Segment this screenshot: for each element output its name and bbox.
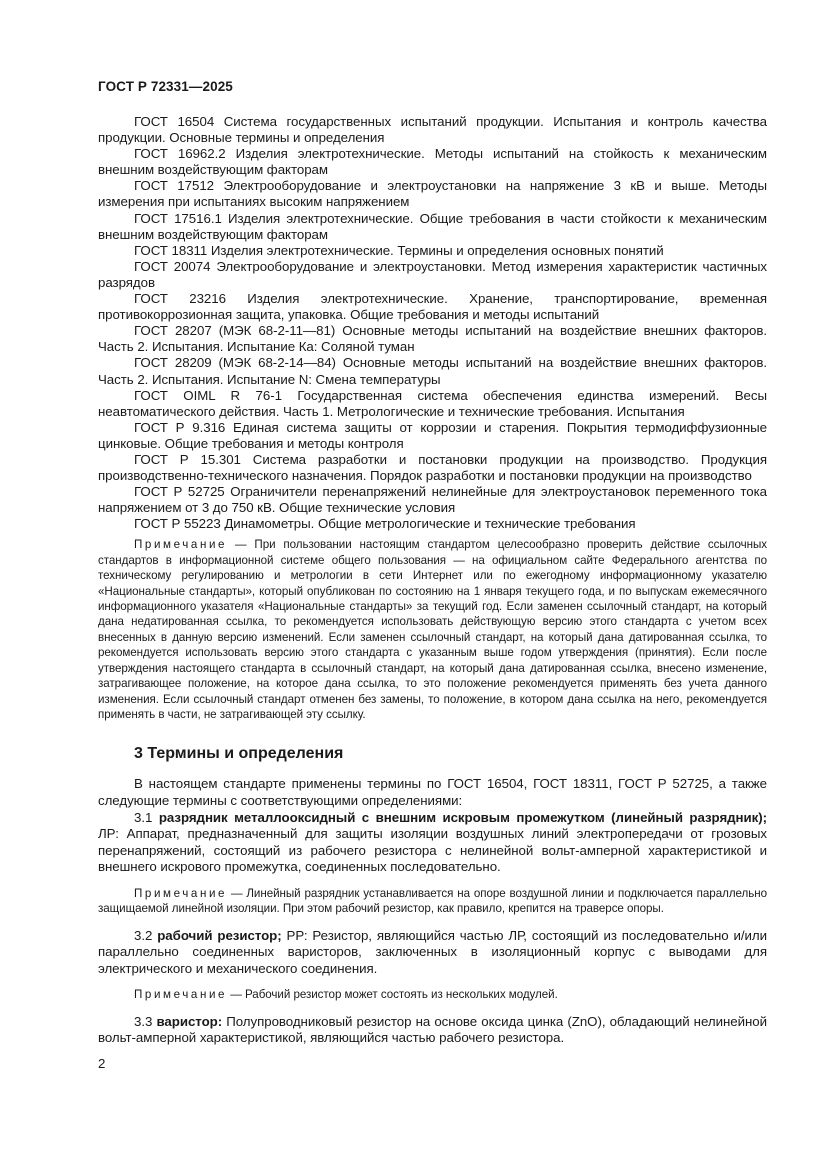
reference-item: ГОСТ Р 55223 Динамометры. Общие метрологические и технические требования [134, 516, 636, 532]
reference-item: ГОСТ OIML R 76-1 Государственная система обеспечения единства измерений. Весы неавтоматического действия. Часть 1. Метрологические и технические требования. Испытания [98, 387, 767, 419]
term-3-1 [98, 810, 767, 876]
term-3-2-note [98, 987, 767, 1002]
reference-item: ГОСТ 17512 Электрооборудование и электроустановки на напряжение 3 кВ и выше. Методы измерения при испытаниях высоким напряжением [98, 178, 767, 210]
note-label: Примечание [134, 538, 228, 552]
term-3-2 [98, 928, 767, 978]
reference-item: ГОСТ Р 9.316 Единая система защиты от коррозии и старения. Покрытия термодиффузионные цинковые. Общие требования и методы контроля [98, 419, 767, 451]
page-content [98, 114, 767, 1047]
normative-references-list [98, 114, 767, 532]
term-3-1-note [98, 886, 767, 917]
reference-item: ГОСТ 28207 (МЭК 68-2-11—81) Основные методы испытаний на воздействие внешних факторов. Часть 2. Испытания. Испытание Ка: Соляной туман [98, 323, 767, 355]
term-number: 3.2 [134, 927, 158, 943]
note-text: — Линейный разрядник устанавливается на опоре воздушной линии и подключается параллельно защищаемой линейной изоляции. При этом рабочий резистор, как правило, крепится на траверсе опоры. [98, 886, 767, 916]
term-definition: ЛР: Аппарат, предназначенный для защиты изоляции воздушных линий электропередачи от грозовых перенапряжений, состоящий из рабочего резистора с нелинейной вольт-амперной характеристикой и внешнего искрового промежутка, соединенных последовательно. [98, 826, 767, 875]
reference-item: ГОСТ 16504 Система государственных испытаний продукции. Испытания и контроль качества продукции. Основные термины и определения [98, 114, 767, 146]
reference-item: ГОСТ 18311 Изделия электротехнические. Термины и определения основных понятий [134, 242, 664, 258]
term-name: варистор: [156, 1013, 223, 1029]
reference-item: ГОСТ 23216 Изделия электротехнические. Хранение, транспортирование, временная противокоррозионная защита, упаковка. Общие требования и методы испытаний [98, 291, 767, 323]
term-number: 3.1 [134, 809, 159, 825]
note-label: Примечание [134, 886, 228, 900]
section-heading: 3 Термины и определения [134, 745, 344, 763]
reference-item: ГОСТ Р 52725 Ограничители перенапряжений нелинейные для электроустановок переменного тока напряжением от 3 до 750 кВ. Общие технические условия [98, 484, 767, 516]
note-label: Примечание [134, 988, 228, 1002]
page-number: 2 [98, 1056, 106, 1071]
references-note [98, 537, 767, 722]
reference-item: ГОСТ 28209 (МЭК 68-2-14—84) Основные методы испытаний на воздействие внешних факторов. Часть 2. Испытания. Испытание N: Смена температуры [98, 355, 767, 387]
reference-item: ГОСТ 20074 Электрооборудование и электроустановки. Метод измерения характеристик частичных разрядов [98, 258, 767, 290]
term-definition: РР: Резистор, являющийся частью ЛР, состоящий из последовательно и/или параллельно соединенных варисторов, заключенных в изоляционный корпус с выводами для электрического и механического соединения. [98, 927, 767, 976]
document-header: ГОСТ Р 72331—2025 [98, 79, 233, 94]
term-3-3 [98, 1014, 767, 1047]
term-name: разрядник металлооксидный с внешним искровым промежутком (линейный разрядник); [158, 809, 768, 825]
section-intro: В настоящем стандарте применены термины по ГОСТ 16504, ГОСТ 18311, ГОСТ Р 52725, а также следующие термины с соответствующими определениями: [98, 776, 767, 808]
reference-item: ГОСТ Р 15.301 Система разработки и постановки продукции на производство. Продукция производственно-технического назначения. Порядок разработки и постановки продукции на производство [98, 451, 767, 484]
term-name: рабочий резистор; [157, 927, 282, 943]
term-number: 3.3 [134, 1013, 157, 1029]
term-definition: Полупроводниковый резистор на основе оксида цинка (ZnO), обладающий нелинейной вольт-амперной характеристикой, являющийся частью рабочего резистора. [98, 1013, 768, 1046]
reference-item: ГОСТ 17516.1 Изделия электротехнические. Общие требования в части стойкости к механическим внешним воздействующим факторам [98, 210, 767, 242]
note-text: — При пользовании настоящим стандартом целесообразно проверить действие ссылочных стандартов в информационной системе общего пользования — на официальном сайте Федерального агентства по техническому регулированию и метрологии в сети Интернет или по ежегодному информационному указателю «Национальные стандарты», который опубликован по состоянию на 1 января текущего года, и по выпускам ежемесячного информационного указателя «Национальные стандарты» за текущий год. Если заменен ссылочный стандарт, на который дана недатированная ссылка, то рекомендуется использовать действующую версию этого стандарта с учетом всех внесенных в данную версию изменений. Если заменен ссылочный стандарт, на который дана датированная ссылка, то рекомендуется использовать версию этого стандарта с указанным выше годом утверждения (принятия). Если после утверждения настоящего стандарта в ссылочный стандарт, на который дана датированная ссылка, внесено изменение, затрагивающее положение, на которое дана ссылка, то это положение рекомендуется применять без учета данного изменения. Если ссылочный стандарт отменен без замены, то положение, в котором дана ссылка на него, рекомендуется применять в части, не затрагивающей эту ссылку. [98, 538, 767, 721]
reference-item: ГОСТ 16962.2 Изделия электротехнические. Методы испытаний на стойкость к механическим внешним воздействующим факторам [98, 146, 767, 178]
note-text: — Рабочий резистор может состоять из нескольких модулей. [227, 988, 558, 1002]
